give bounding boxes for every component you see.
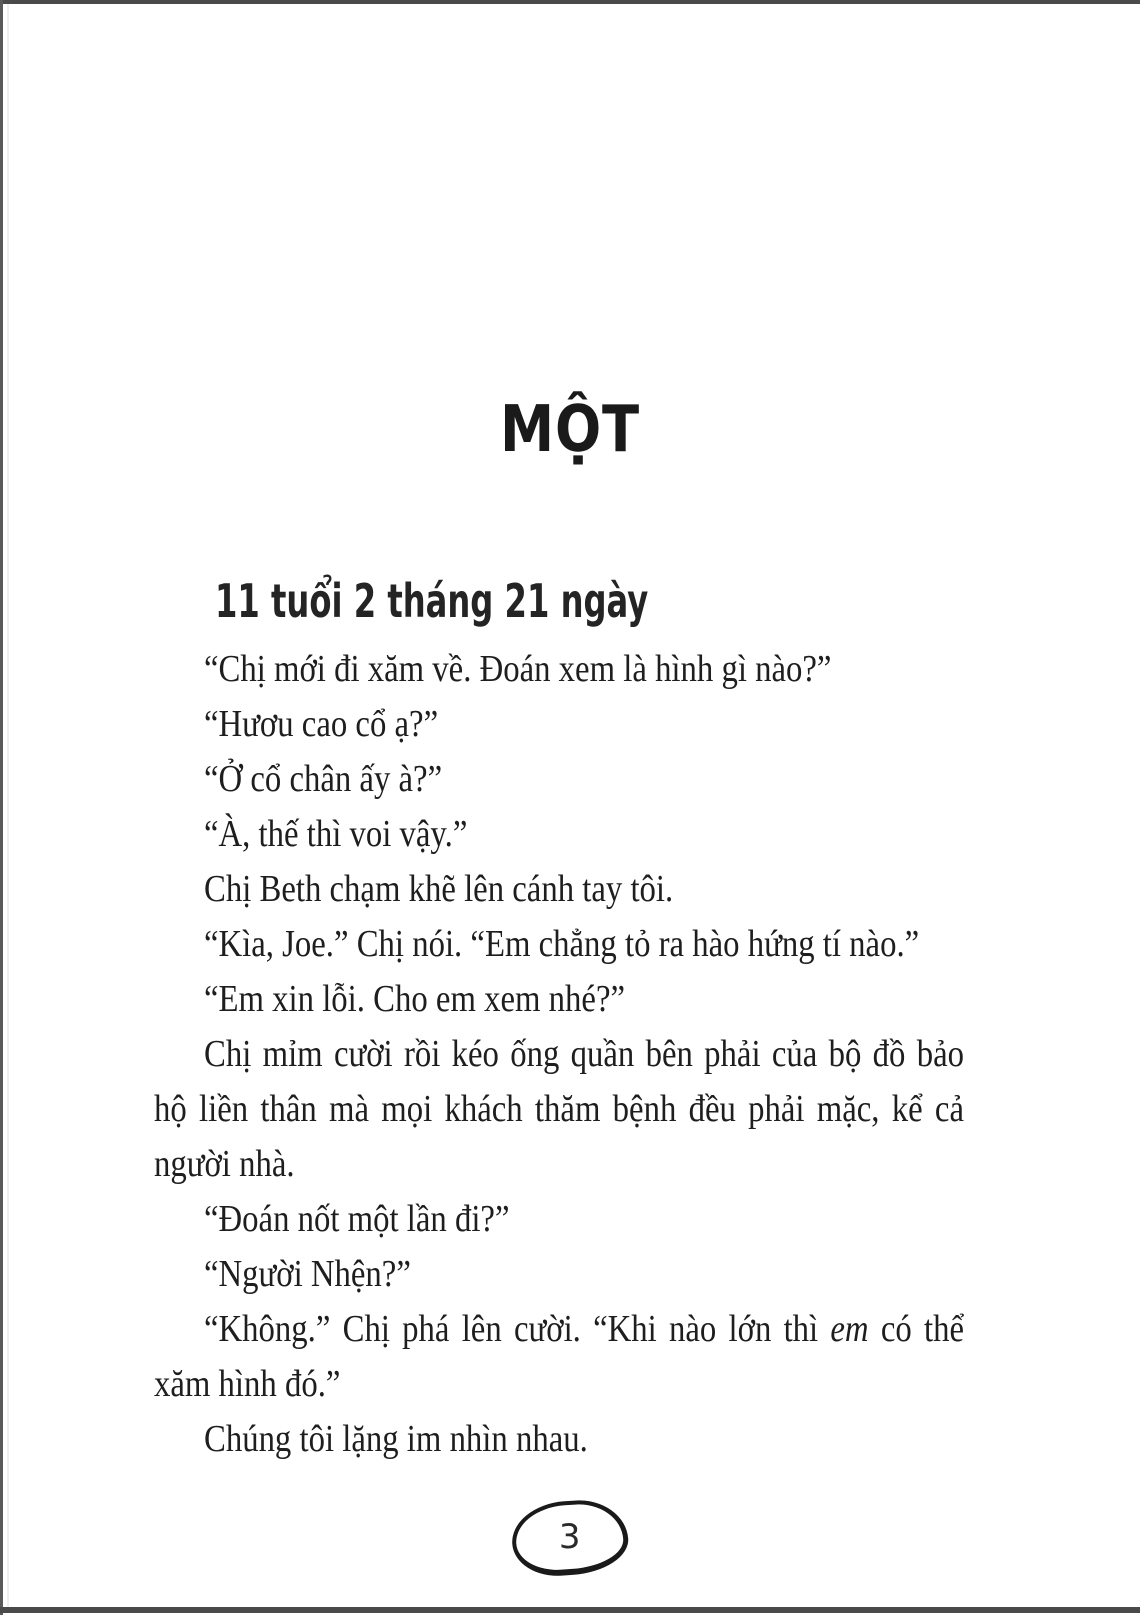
page-number-badge	[510, 1497, 631, 1579]
paragraph-line: người nhà.	[154, 1143, 295, 1185]
paragraph-line: “Ở cổ chân ấy à?”	[203, 758, 443, 800]
paragraph-line: Chị mỉm cười rồi kéo ống quần bên phải của bộ đồ bảo	[203, 1033, 964, 1075]
page-number: 3	[558, 1517, 581, 1558]
paragraph-line: xăm hình đó.”	[154, 1363, 341, 1405]
paragraph-line: “Kìa, Joe.” Chị nói. “Em chẳng tỏ ra hào hứng tí nào.”	[203, 923, 920, 965]
paragraph-line: “Người Nhện?”	[203, 1253, 411, 1295]
body-text	[154, 642, 964, 1467]
chapter-title: MỘT	[499, 392, 641, 467]
paragraph-line: “Không.” Chị phá lên cười. “Khi nào lớn thì em có thể	[203, 1308, 964, 1350]
page-crease	[7, 4, 9, 1607]
paragraph-line: “Đoán nốt một lần đi?”	[203, 1198, 510, 1240]
paragraph-line: “Chị mới đi xăm về. Đoán xem là hình gì nào?”	[203, 648, 832, 690]
paragraph-line: “Em xin lỗi. Cho em xem nhé?”	[203, 978, 626, 1020]
scan-edge-left	[0, 0, 3, 1615]
paragraph-line: Chúng tôi lặng im nhìn nhau.	[203, 1418, 588, 1460]
scan-edge-top	[0, 0, 1140, 4]
paragraph-line: Chị Beth chạm khẽ lên cánh tay tôi.	[203, 868, 674, 910]
paragraph-line: “Hươu cao cổ ạ?”	[203, 703, 439, 745]
chapter-subtitle: 11 tuổi 2 tháng 21 ngày	[215, 574, 649, 629]
italic-word: em	[830, 1308, 869, 1350]
paragraph-line: “À, thế thì voi vậy.”	[203, 813, 468, 855]
scan-edge-bottom	[0, 1607, 1140, 1613]
paragraph-line: hộ liền thân mà mọi khách thăm bệnh đều phải mặc, kể cả	[154, 1088, 964, 1130]
